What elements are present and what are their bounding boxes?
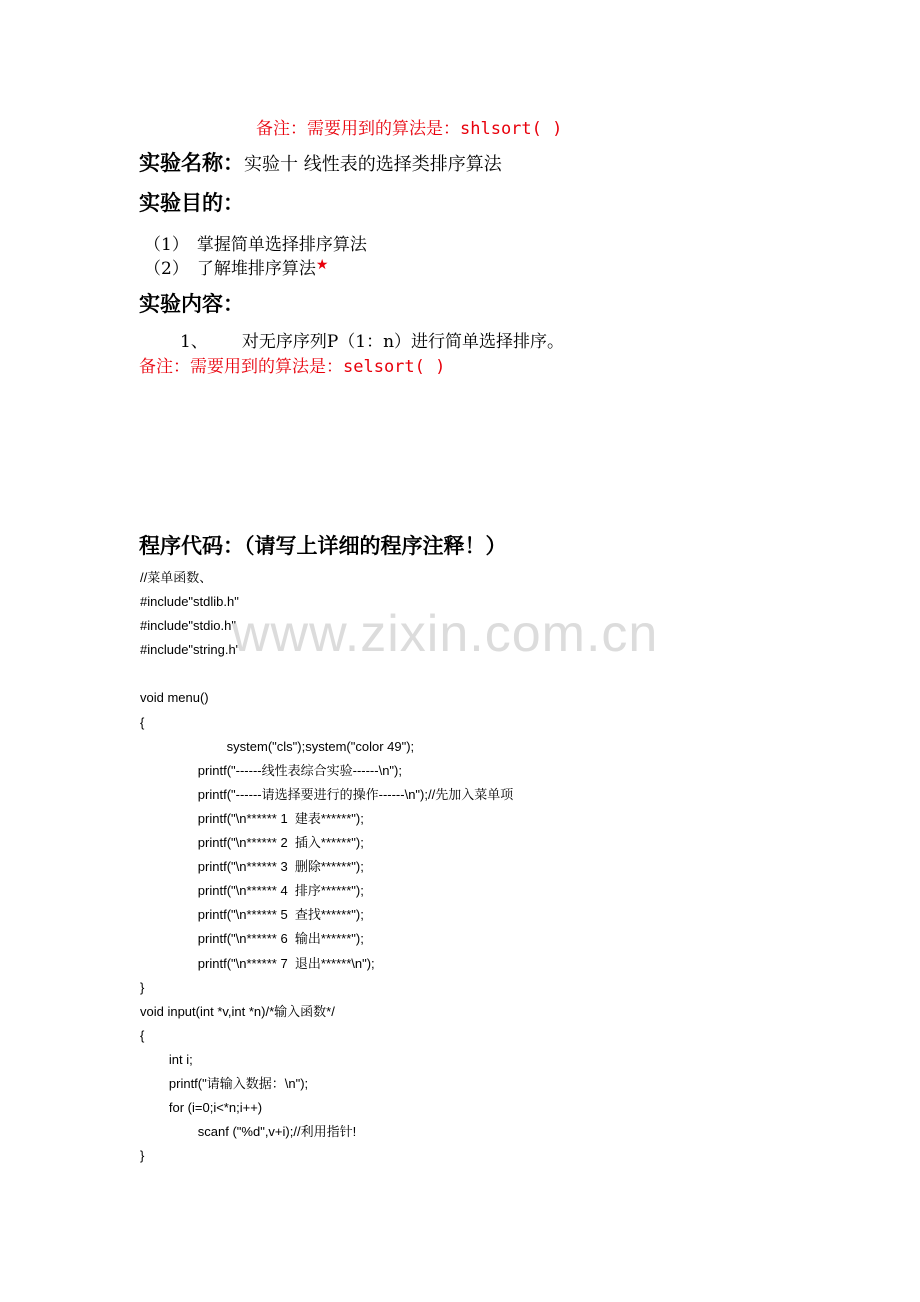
content-algorithm-note: 备注：需要用到的算法是：selsort( ) — [139, 357, 446, 377]
code-line: //菜单函数、 — [140, 570, 213, 585]
content-item-1 — [180, 327, 564, 352]
purpose-text: 了解堆排序算法 — [196, 259, 316, 279]
purpose-item-1 — [144, 230, 367, 255]
experiment-purpose-label: 实验目的： — [139, 191, 244, 215]
code-line: printf("\n****** 4 排序******"); — [140, 883, 364, 899]
code-line: printf("\n****** 2 插入******"); — [140, 835, 364, 851]
code-line: } — [140, 1148, 145, 1164]
code-line: system("cls");system("color 49"); — [140, 738, 415, 754]
code-line: { — [140, 1027, 145, 1043]
code-line: printf("\n****** 6 输出******"); — [140, 931, 364, 947]
star-icon: ★ — [315, 257, 329, 273]
code-line: printf("------请选择要进行的操作------\n");//先加入菜单项 — [140, 786, 514, 802]
code-line: for (i=0;i<*n;i++) — [140, 1100, 263, 1116]
code-section-heading: 程序代码：（请写上详细的程序注释！） — [139, 534, 507, 558]
code-line: printf("------线性表综合实验------\n"); — [140, 762, 402, 778]
experiment-name-label: 实验名称： — [139, 151, 244, 175]
purpose-number: （2） — [144, 259, 189, 279]
code-line: printf("\n****** 5 查找******"); — [140, 907, 364, 923]
code-line: printf("请输入数据：\n"); — [140, 1075, 309, 1091]
experiment-name-value: 实验十 线性表的选择类排序算法 — [244, 154, 502, 175]
purpose-number: （1） — [144, 235, 189, 255]
code-line: printf("\n****** 3 删除******"); — [140, 859, 364, 875]
code-line: printf("\n****** 7 退出******\n"); — [140, 955, 375, 971]
content-number: 1、 — [180, 332, 208, 352]
code-line: #include"stdlib.h" — [140, 594, 239, 610]
code-line: scanf ("%d",v+i);//利用指针! — [140, 1124, 357, 1140]
code-line: } — [140, 979, 145, 995]
content-text: 对无序序列P（1：n）进行简单选择排序。 — [241, 332, 565, 352]
code-line: int i; — [140, 1051, 193, 1067]
code-line: printf("\n****** 1 建表******"); — [140, 810, 364, 826]
code-line: { — [140, 714, 145, 730]
purpose-text: 掌握简单选择排序算法 — [196, 235, 367, 255]
code-line: void input(int *v,int *n)/*输入函数*/ — [140, 1003, 335, 1019]
experiment-content-label: 实验内容： — [139, 292, 244, 316]
watermark: www.zixin.com.cn — [232, 605, 659, 663]
top-algorithm-note: 备注：需要用到的算法是：shlsort( ) — [256, 119, 563, 139]
code-line — [140, 662, 513, 686]
code-line: #include"string.h" — [140, 642, 241, 658]
purpose-item-2 — [144, 254, 328, 279]
code-line: void menu() — [140, 690, 209, 706]
experiment-name-row — [139, 147, 502, 177]
code-line: #include"stdio.h" — [140, 618, 236, 634]
